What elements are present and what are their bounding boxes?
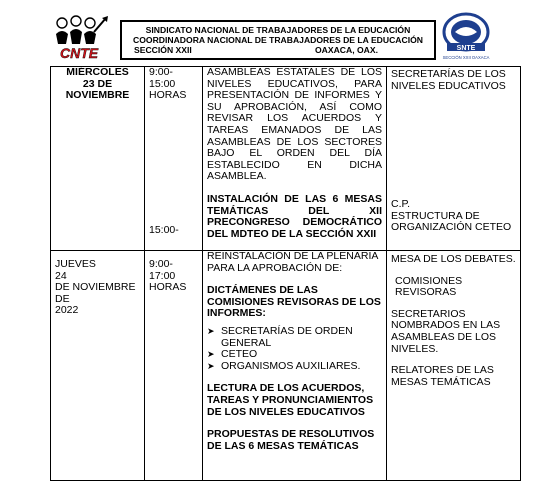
activity-lectura: LECTURA DE LOS ACUERDOS, TAREAS Y PRONUNCIAMIENTOS DE LOS NIVELES EDUCATIVOS — [207, 382, 374, 418]
responsible-cell — [387, 67, 521, 251]
activity-cell — [203, 67, 387, 251]
time-end: 17:00 — [149, 269, 176, 282]
header-line-2: COORDINADORA NACIONAL DE TRABAJADORES DE LA EDUCACIÓN — [133, 35, 423, 45]
responsible-cp — [391, 199, 516, 234]
arrow-bullet-icon: ➤ — [207, 325, 215, 336]
svg-text:SECCIÓN XXII OAXACA: SECCIÓN XXII OAXACA — [442, 55, 490, 60]
date-cell — [51, 251, 145, 481]
date-day: 24 — [55, 269, 67, 282]
svg-text:SNTE: SNTE — [456, 45, 476, 52]
date-day: 23 DE — [82, 77, 113, 90]
list-item — [207, 326, 382, 349]
date-cell — [51, 67, 145, 251]
table-row — [51, 251, 521, 481]
arrow-bullet-icon: ➤ — [207, 360, 215, 371]
header-box — [120, 20, 436, 60]
bullet-list — [207, 326, 382, 372]
date-month: DE NOVIEMBRE — [55, 281, 136, 294]
bullet-text: CETEO — [221, 348, 258, 361]
activity-propuestas: PROPUESTAS DE RESOLUTIVOS DE LAS 6 MESAS TEMÁTICAS — [207, 428, 375, 452]
agenda-table — [50, 66, 521, 481]
activity-instalacion: INSTALACIÓN DE LAS 6 MESAS TEMÁTICAS DEL XII PRECONGRESO DEMOCRÁTICO DEL MDTEO DE LA SECCIÓN XXII — [207, 192, 382, 240]
time-unit: HORAS — [149, 281, 187, 294]
time-unit: HORAS — [149, 89, 187, 102]
list-item — [207, 361, 382, 373]
date-weekday: JUEVES — [55, 258, 96, 270]
time-cell — [145, 67, 203, 251]
activity-intro: REINSTALACIÓN DE LA PLENARIA PARA LA APROBACIÓN DE: — [207, 250, 378, 274]
date-year: 2022 — [55, 304, 79, 317]
bullet-text: SECRETARÍAS DE ORDEN GENERAL — [221, 324, 353, 349]
arrow-bullet-icon: ➤ — [207, 349, 215, 360]
date-month: NOVIEMBRE — [65, 89, 130, 102]
activity-dictamenes: DICTÁMENES DE LAS COMISIONES REVISORAS DE LOS INFORMES: — [207, 284, 381, 320]
svg-text:CNTE: CNTE — [60, 45, 99, 61]
responsible-secretarias: SECRETARÍAS DE LOS NIVELES EDUCATIVOS — [391, 68, 506, 92]
activity-cell — [203, 251, 387, 481]
date-de: DE — [55, 292, 70, 305]
time-start: 9:00- — [149, 66, 173, 78]
table-row — [51, 67, 521, 251]
time-end: 15:00 — [149, 77, 176, 90]
snte-logo — [437, 12, 495, 62]
time-start: 9:00- — [149, 258, 173, 270]
header-line-1: SINDICATO NACIONAL DE TRABAJADORES DE LA EDUCACIÓN — [145, 25, 411, 35]
activity-asambleas: ASAMBLEAS ESTATALES DE LOS NIVELES EDUCATIVOS, PARA PRESENTACIÓN DE INFORMES Y SU APROBACIÓN, ASÍ COMO REVISAR LOS ACUERDOS Y TAREAS EMANADOS DE LAS ASAMBLEAS DE LOS SECTORES BAJO EL ORDEN DEL DÍA ESTABLECIDO EN DICHA ASAMBLEA. — [207, 66, 382, 183]
responsible-secretarios: SECRETARIOS NOMBRADOS EN LAS ASAMBLEAS DE LOS NIVELES. — [391, 307, 501, 355]
bullet-text: ORGANISMOS AUXILIARES. — [221, 359, 361, 372]
time-start-2: 15:00- — [149, 224, 179, 236]
responsible-mesa-debates: MESA DE LOS DEBATES. — [391, 253, 516, 265]
responsible-cp-label: C.P. — [391, 198, 411, 210]
responsible-comisiones: COMISIONES REVISORAS — [395, 274, 463, 299]
cnte-logo — [50, 14, 118, 62]
responsible-cell — [387, 251, 521, 481]
date-weekday: MIÉRCOLES — [66, 66, 129, 78]
responsible-estructura: ESTRUCTURA DE ORGANIZACIÓN CETEO — [391, 209, 512, 234]
time-cell — [145, 251, 203, 481]
header-section: SECCIÓN XXII — [134, 45, 192, 55]
header-city: OAXACA, OAX. — [314, 45, 378, 55]
responsible-relatores: RELATORES DE LAS MESAS TEMÁTICAS — [391, 364, 494, 388]
